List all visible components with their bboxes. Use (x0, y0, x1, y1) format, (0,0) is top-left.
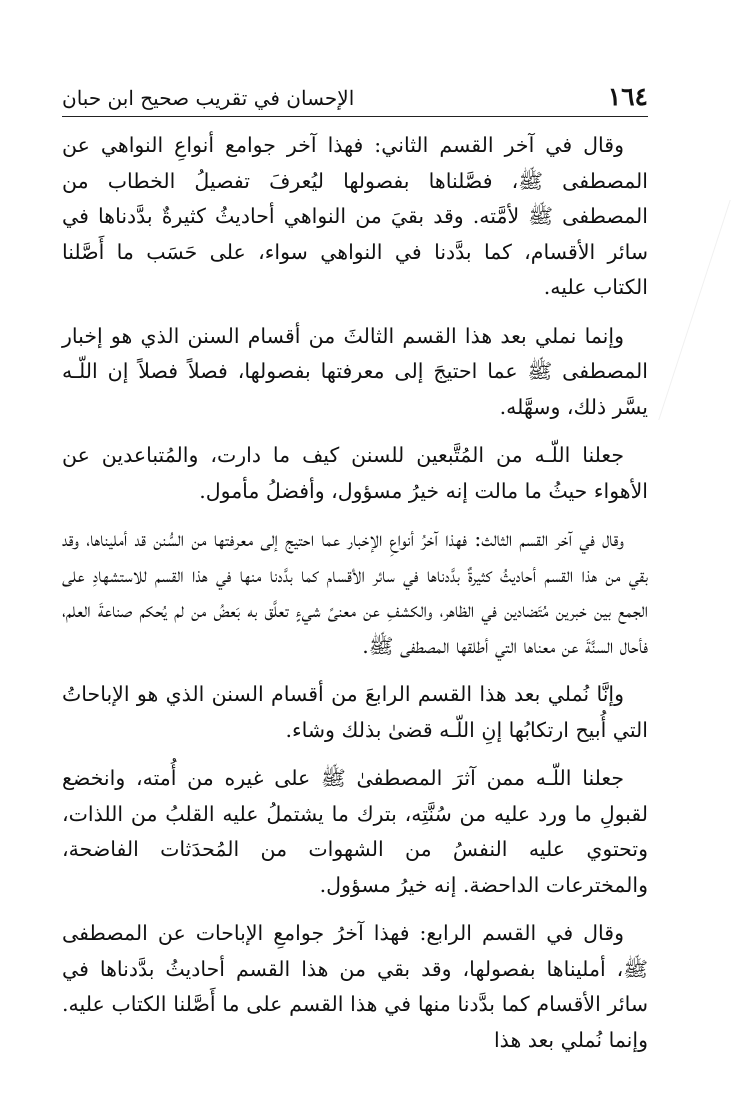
body-text (62, 128, 648, 1071)
paragraph: جعلنا اللّـه من المُتَّبعين للسنن كيف ما دارت، والمُتباعدين عن الأهواء حيثُ ما مالت إنه خيرُ مسؤول، وأفضلُ مأمول. (62, 443, 648, 503)
paragraph: وقال في آخر القسم الثالث: فهذا آخرُ أنواعِ الإخبار عما احتيج إلى معرفتها من السُّنن قد أمليناها، وقد بقي من هذا القسم أحاديثُ كثيرةٌ بدَّدناها في سائر الأقسام كما بدَّدنا منها في هذا القسم للاستشهادِ على الجمع بين خبرين مُتَضادين في الظاهر، والكشفِ عن معنىً شيءٍ تعلَّق به بَعضُ من لم يُحكم صناعةَ العلم، فأحال السنَّةَ عن معناها التي أطلقها المصطفى ﷺ. (62, 527, 648, 658)
page-crease-shadow (658, 200, 755, 420)
paragraph: وإنَّا نُملي بعد هذا القسم الرابعَ من أقسام السنن الذي هو الإباحاتُ التي أُبيح ارتكابُها إنِ اللّـه قضىٰ بذلك وشاء. (62, 682, 648, 742)
paragraph: وإنما نملي بعد هذا القسم الثالثَ من أقسام السنن الذي هو إخبار المصطفى ﷺ عما احتيجَ إلى معرفتها بفصولها، فصلاً فصلاً إن اللّـه يسَّر ذلك، وسهَّله. (62, 323, 648, 419)
running-title: الإحسان في تقريب صحيح ابن حبان (62, 86, 355, 110)
page-number: ١٦٤ (607, 82, 648, 111)
paragraph: جعلنا اللّـه ممن آثرَ المصطفىٰ ﷺ على غيره من أُمته، وانخضع لقبولِ ما ورد عليه من سُنَّتِه، بترك ما يشتملُ عليه القلبُ من اللذات، وتحتوي عليه النفسُ من الشهوات من المُحدَثات الفاضحة، والمخترعات الداحضة. إنه خيرُ مسؤول. (62, 766, 648, 897)
paragraph: وقال في القسم الرابع: فهذا آخرُ جوامعِ الإباحات عن المصطفى ﷺ، أمليناها بفصولها، وقد بقي من هذا القسم أحاديثُ بدَّدناها في سائر الأقسام كما بدَّدنا منها في هذا القسم على ما أَصَّلنا الكتاب عليه. وإنما نُملي بعد هذا (62, 921, 648, 1052)
page-header (62, 80, 648, 117)
paragraph: وقال في آخر القسم الثاني: فهذا آخر جوامع أنواعِ النواهي عن المصطفى ﷺ، فصَّلناها بفصولها ليُعرفَ تفصيلُ الخطاب من المصطفى ﷺ لأمَّته. وقد بقيَ من النواهي أحاديثُ كثيرةٌ بدَّدناها في سائر الأقسام، كما بدَّدنا في النواهي سواء، على حَسَب ما أَصَّلنا الكتاب عليه. (62, 133, 648, 299)
